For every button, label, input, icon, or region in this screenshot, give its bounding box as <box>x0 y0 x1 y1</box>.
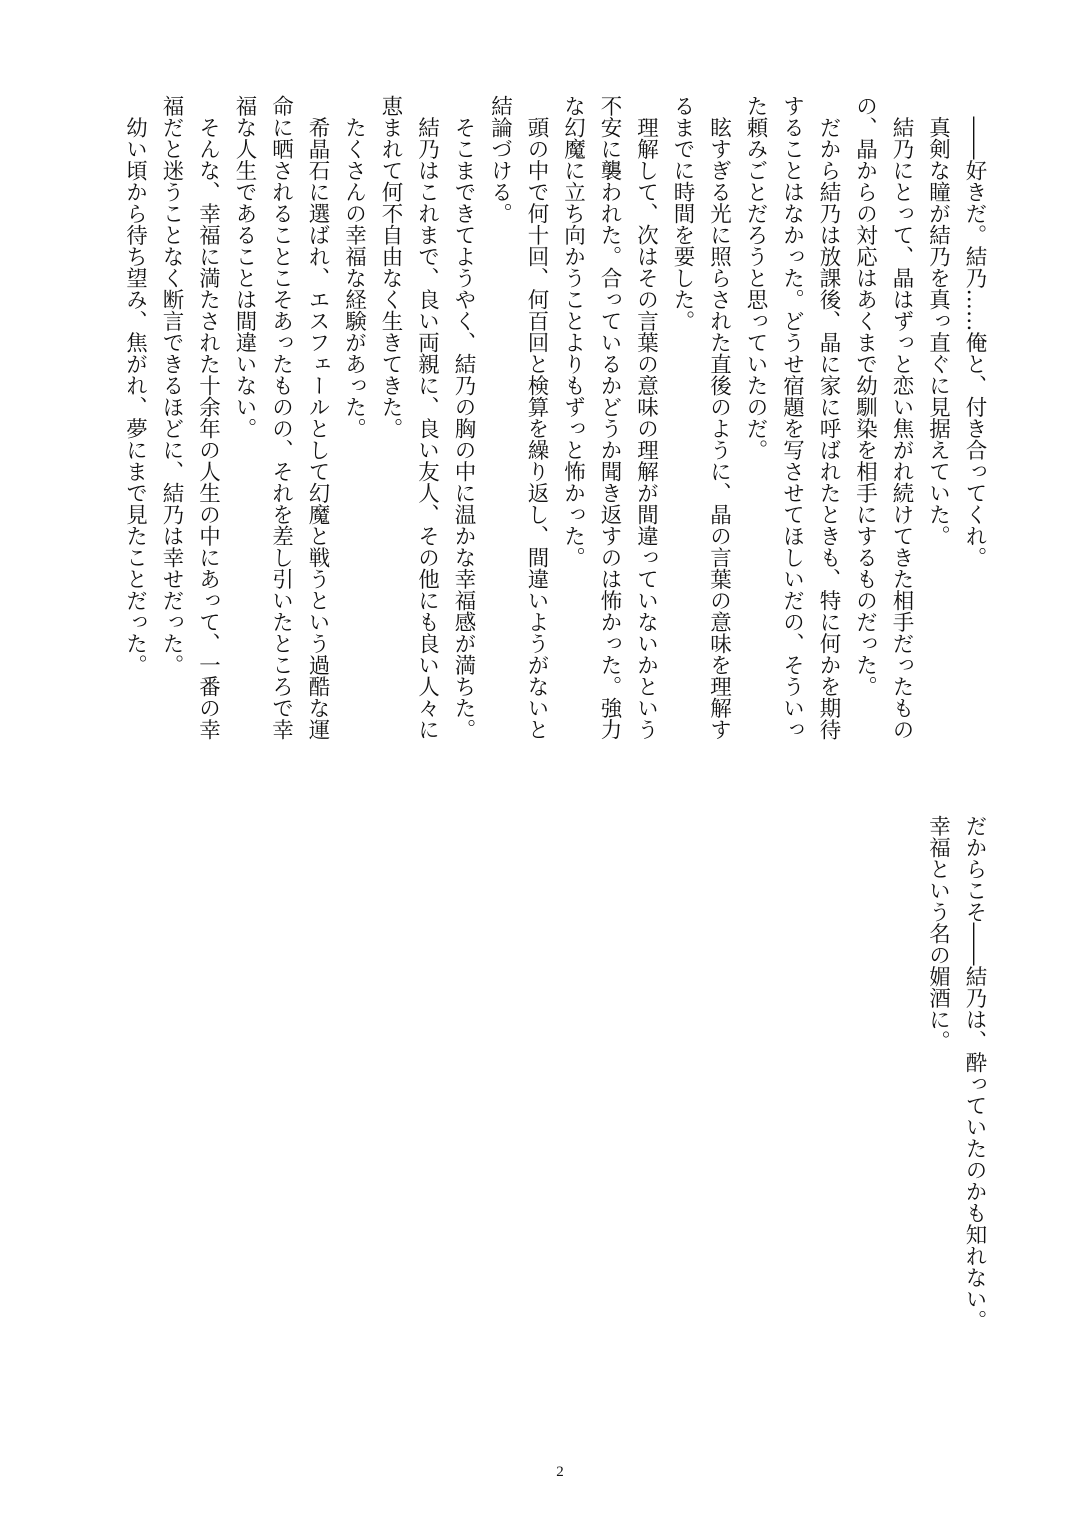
text-column: だから結乃は放課後、晶に家に呼ばれたときも、特に何かを期待 <box>816 95 841 740</box>
text-column: の、晶からの対応はあくまで幼馴染を相手にするものだった。 <box>852 95 878 697</box>
text-column: 希晶石に選ばれ、エスフェールとして幻魔と戦うという過酷な運 <box>305 95 330 740</box>
text-column: することはなかった。どうせ宿題を写させてほしいだの、そういっ <box>779 95 805 740</box>
text-column: 真剣な瞳が結乃を真っ直ぐに見据えていた。 <box>925 95 951 547</box>
text-column: たくさんの幸福な経験があった。 <box>341 95 367 439</box>
text-column: 結論づける。 <box>487 95 513 224</box>
text-column: 結乃はこれまで、良い両親に、良い友人、その他にも良い人々に <box>414 95 440 740</box>
text-column: 不安に襲われた。合っているかどうか聞き返すのは怖かった。強力 <box>597 95 622 740</box>
text-column: だからこそ――結乃は、酔っていたのかも知れない。 <box>962 815 987 1331</box>
text-column: 幼い頃から待ち望み、焦がれ、夢にまで見たことだった。 <box>122 95 148 676</box>
page-number: 2 <box>556 1464 564 1480</box>
text-column: た頼みごとだろうと思っていたのだ。 <box>743 95 768 461</box>
text-column: 理解して、次はその言葉の意味の理解が間違っていないかという <box>633 95 659 740</box>
text-column: そこまできてようやく、結乃の胸の中に温かな幸福感が満ちた。 <box>451 95 476 740</box>
text-column: るまでに時間を要した。 <box>670 95 695 332</box>
text-column: そんな、幸福に満たされた十余年の人生の中にあって、一番の幸 <box>195 95 221 740</box>
text-column: 結乃にとって、晶はずっと恋い焦がれ続けてきた相手だったもの <box>889 95 914 740</box>
text-column: な幻魔に立ち向かうことよりもずっと怖かった。 <box>560 95 586 568</box>
text-column: 眩すぎる光に照らされた直後のように、晶の言葉の意味を理解す <box>706 95 732 740</box>
text-column: 福な人生であることは間違いない。 <box>232 95 257 439</box>
text-column: 福だと迷うことなく断言できるほどに、結乃は幸せだった。 <box>159 95 184 676</box>
text-column: 命に晒されることこそあったものの、それを差し引いたところで幸 <box>268 95 294 740</box>
text-column: 頭の中で何十回、何百回と検算を繰り返し、間違いようがないと <box>524 95 549 740</box>
text-column: 幸福という名の媚酒に。 <box>925 815 951 1052</box>
text-column: 恵まれて何不自由なく生きてきた。 <box>378 95 403 439</box>
text-column: ――好きだ。結乃……俺と、付き合ってくれ。 <box>962 95 987 568</box>
